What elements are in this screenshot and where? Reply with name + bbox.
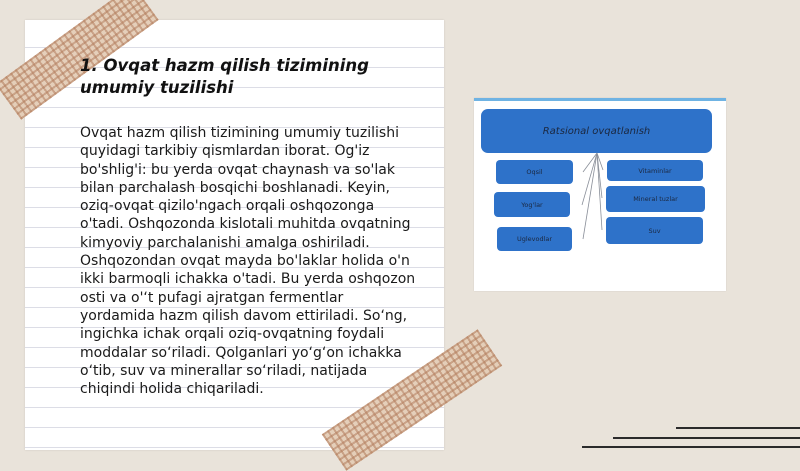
slide-body-text: Ovqat hazm qilish tizimining umumiy tuzilishi quyidagi tarkibiy qismlardan iborat. Og'iz bo'shlig'i: bu yerda ovqat chaynash va so'lak bilan parchalash bosqichi boshlanadi. Keyin, oziq-ovqat qizilo'ngach orqali oshqozonga o'tadi. Oshqozonda kislotali muhitda ovqatning kimyoviy parchalanishi amalga oshiriladi. Oshqozondan ovqat mayda bo'laklar holida o'n ikki barmoqli ichakka o'tadi. Bu yerda oshqozon osti va o'‘t pufagi ajratgan fermentlar yordamida hazm qilish davom ettiriladi. So‘ng, ingichka ichak orqali oziq-ovqatning foydali moddalar so‘riladi. Qolganlari yo‘g‘on ichakka o‘tib, suv va minerallar so‘riladi, natijada chiqindi holida chiqariladi. [80, 125, 416, 398]
diagram-node-right-3: Suv [606, 217, 703, 244]
decorative-line [582, 446, 800, 448]
diagram-node-right-2: Mineral tuzlar [606, 186, 705, 212]
decorative-line [676, 427, 800, 429]
diagram-node-right-1: Vitaminlar [607, 160, 703, 181]
diagram-node-left-2: Yog'lar [494, 192, 570, 217]
diagram-root-node: Ratsional ovqatlanish [481, 109, 712, 153]
slide-title: 1. Ovqat hazm qilish tizimining umumiy tuzilishi [80, 56, 369, 97]
diagram-node-left-3: Uglevodlar [497, 227, 572, 251]
decorative-line [613, 437, 800, 439]
diagram-node-left-1: Oqsil [496, 160, 573, 184]
